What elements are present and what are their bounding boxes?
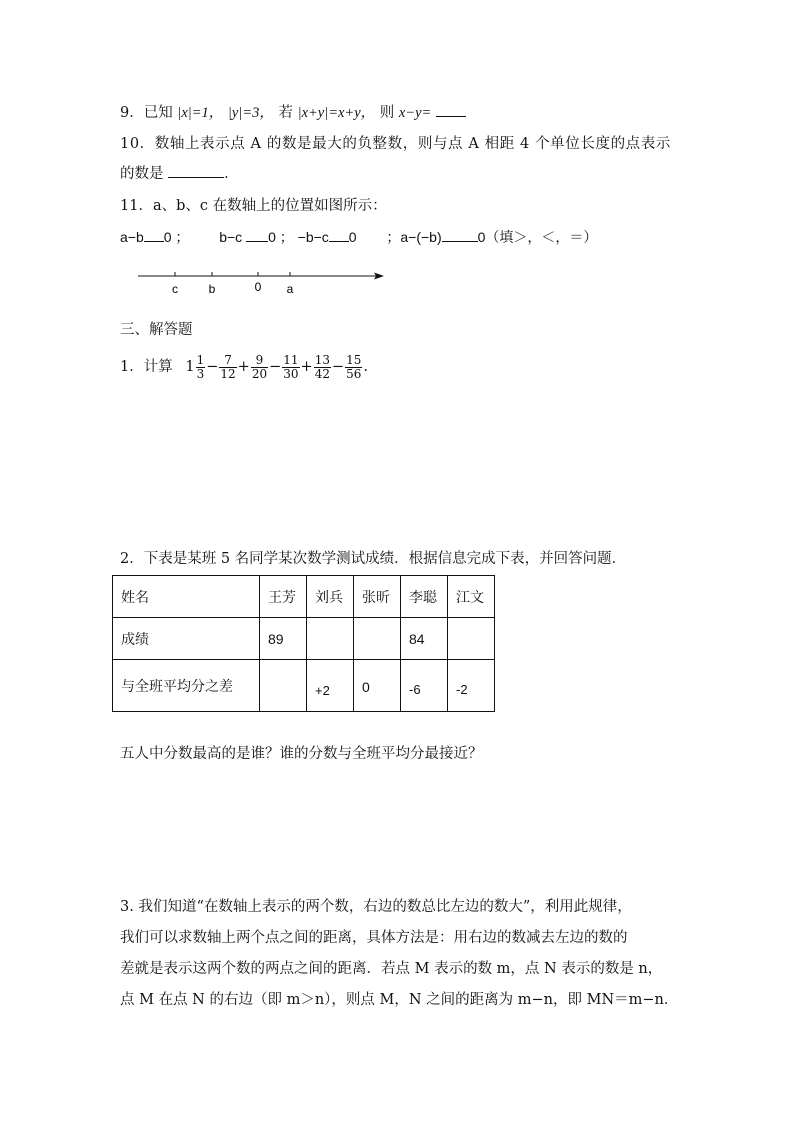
fraction-4: $\frac{11}{30}$ bbox=[283, 352, 299, 381]
score-cell[interactable]: 89 bbox=[260, 618, 307, 660]
diff-cell: +2 bbox=[307, 660, 354, 712]
q9-x-abs: |x|=1， bbox=[177, 105, 224, 121]
name-cell: 王芳 bbox=[260, 576, 307, 618]
solve-question-3-line4: 点 M 在点 N 的右边（即 m＞n），则点 M，N 之间的距离为 m−n，即 MN＝m−n． bbox=[120, 992, 679, 1008]
name-cell: 张昕 bbox=[354, 576, 401, 618]
operator-3: − bbox=[269, 359, 282, 375]
label-a: a bbox=[286, 282, 294, 296]
diff-cell[interactable] bbox=[260, 660, 307, 712]
question-10-line2 bbox=[120, 163, 239, 184]
diff-cell: -6 bbox=[401, 660, 448, 712]
q9-y-abs: |y|=3， bbox=[227, 105, 274, 121]
q9-answer-blank[interactable] bbox=[436, 102, 466, 117]
q11-expr-4: ；a−(−b) bbox=[386, 229, 442, 245]
name-cell: 江文 bbox=[448, 576, 495, 618]
q11-expr-1-tail: 0 ； bbox=[163, 229, 190, 245]
name-cell: 李聪 bbox=[401, 576, 448, 618]
q11-blank-2[interactable] bbox=[246, 227, 268, 242]
fraction-1: $\frac{1}{3}$ bbox=[196, 352, 205, 381]
q11-blank-4[interactable] bbox=[442, 227, 478, 242]
label-0: 0 bbox=[254, 280, 262, 294]
operator-1: − bbox=[206, 359, 219, 375]
score-cell[interactable] bbox=[448, 618, 495, 660]
q11-expr-3-tail: 0 bbox=[348, 229, 357, 245]
solve-question-2-ask: 五人中分数最高的是谁？谁的分数与全班平均分最接近？ bbox=[120, 746, 483, 762]
fraction-3: $\frac{9}{20}$ bbox=[251, 352, 268, 381]
label-b: b bbox=[208, 282, 216, 296]
fraction-2: $\frac{7}{12}$ bbox=[220, 352, 236, 381]
diff-cell: -2 bbox=[448, 660, 495, 712]
q11-blank-1[interactable] bbox=[144, 227, 164, 242]
name-cell: 刘兵 bbox=[307, 576, 354, 618]
row-header-score: 成绩 bbox=[113, 618, 260, 660]
s1-whole-part: 1 bbox=[185, 359, 195, 375]
q11-expr-2-tail: 0 ； bbox=[268, 229, 294, 245]
question-11-title: 11．a、b、c 在数轴上的位置如图所示： bbox=[120, 198, 387, 214]
q10-period: ． bbox=[224, 166, 239, 182]
question-11-expressions bbox=[120, 227, 597, 247]
q11-expr-4-tail: 0（填＞，＜，＝） bbox=[477, 229, 598, 245]
scores-table bbox=[112, 575, 495, 712]
score-cell[interactable] bbox=[354, 618, 401, 660]
table-row bbox=[113, 618, 495, 660]
table-row bbox=[113, 660, 495, 712]
q9-condition: |x+y|=x+y， bbox=[297, 105, 376, 121]
operator-4: + bbox=[300, 359, 313, 375]
operator-5: − bbox=[331, 359, 345, 375]
fraction-5: $\frac{13}{42}$ bbox=[314, 352, 330, 381]
question-10-line1: 10．数轴上表示点 A 的数是最大的负整数，则与点 A 相距 4 个单位长度的点表示 bbox=[120, 136, 671, 152]
row-header-diff: 与全班平均分之差 bbox=[113, 660, 260, 712]
q11-expr-3: −b−c bbox=[297, 229, 329, 245]
fraction-6: $\frac{15}{56}$ bbox=[346, 352, 362, 381]
q9-prefix: 9．已知 bbox=[120, 105, 173, 121]
s1-end: . bbox=[363, 359, 369, 375]
q9-cond-prefix: 若 bbox=[278, 105, 293, 121]
operator-2: + bbox=[237, 359, 250, 375]
q11-expr-1: a−b bbox=[120, 229, 144, 245]
table-row bbox=[113, 576, 495, 618]
q11-blank-3[interactable] bbox=[329, 227, 349, 242]
s1-prefix: 1．计算 bbox=[120, 359, 173, 375]
q10-answer-blank[interactable] bbox=[168, 163, 224, 178]
solve-question-1 bbox=[120, 351, 368, 383]
q10-line2-text: 的数是 bbox=[120, 166, 164, 182]
q11-expr-2: b−c bbox=[219, 229, 243, 245]
score-cell[interactable]: 84 bbox=[401, 618, 448, 660]
number-line bbox=[130, 262, 392, 298]
solve-question-3-line3: 差就是表示这两个数的两点之间的距离．若点 M 表示的数 m，点 N 表示的数是 n， bbox=[120, 961, 663, 977]
label-c: c bbox=[172, 282, 178, 296]
solve-question-3-line1: 3. 我们知道“在数轴上表示的两个数，右边的数总比左边的数大”，利用此规律， bbox=[120, 899, 632, 915]
score-cell[interactable] bbox=[307, 618, 354, 660]
diff-cell: 0 bbox=[354, 660, 401, 712]
solve-question-3-line2: 我们可以求数轴上两个点之间的距离，具体方法是：用右边的数减去左边的数的 bbox=[120, 930, 628, 946]
section-title: 三、解答题 bbox=[120, 322, 193, 338]
q9-ask: 则 bbox=[379, 105, 395, 121]
solve-question-2-title: 2．下表是某班 5 名同学某次数学测试成绩．根据信息完成下表，并回答问题． bbox=[120, 551, 627, 567]
question-9 bbox=[120, 102, 466, 123]
row-header-name: 姓名 bbox=[113, 576, 260, 618]
q9-expression: x−y= bbox=[398, 105, 432, 121]
